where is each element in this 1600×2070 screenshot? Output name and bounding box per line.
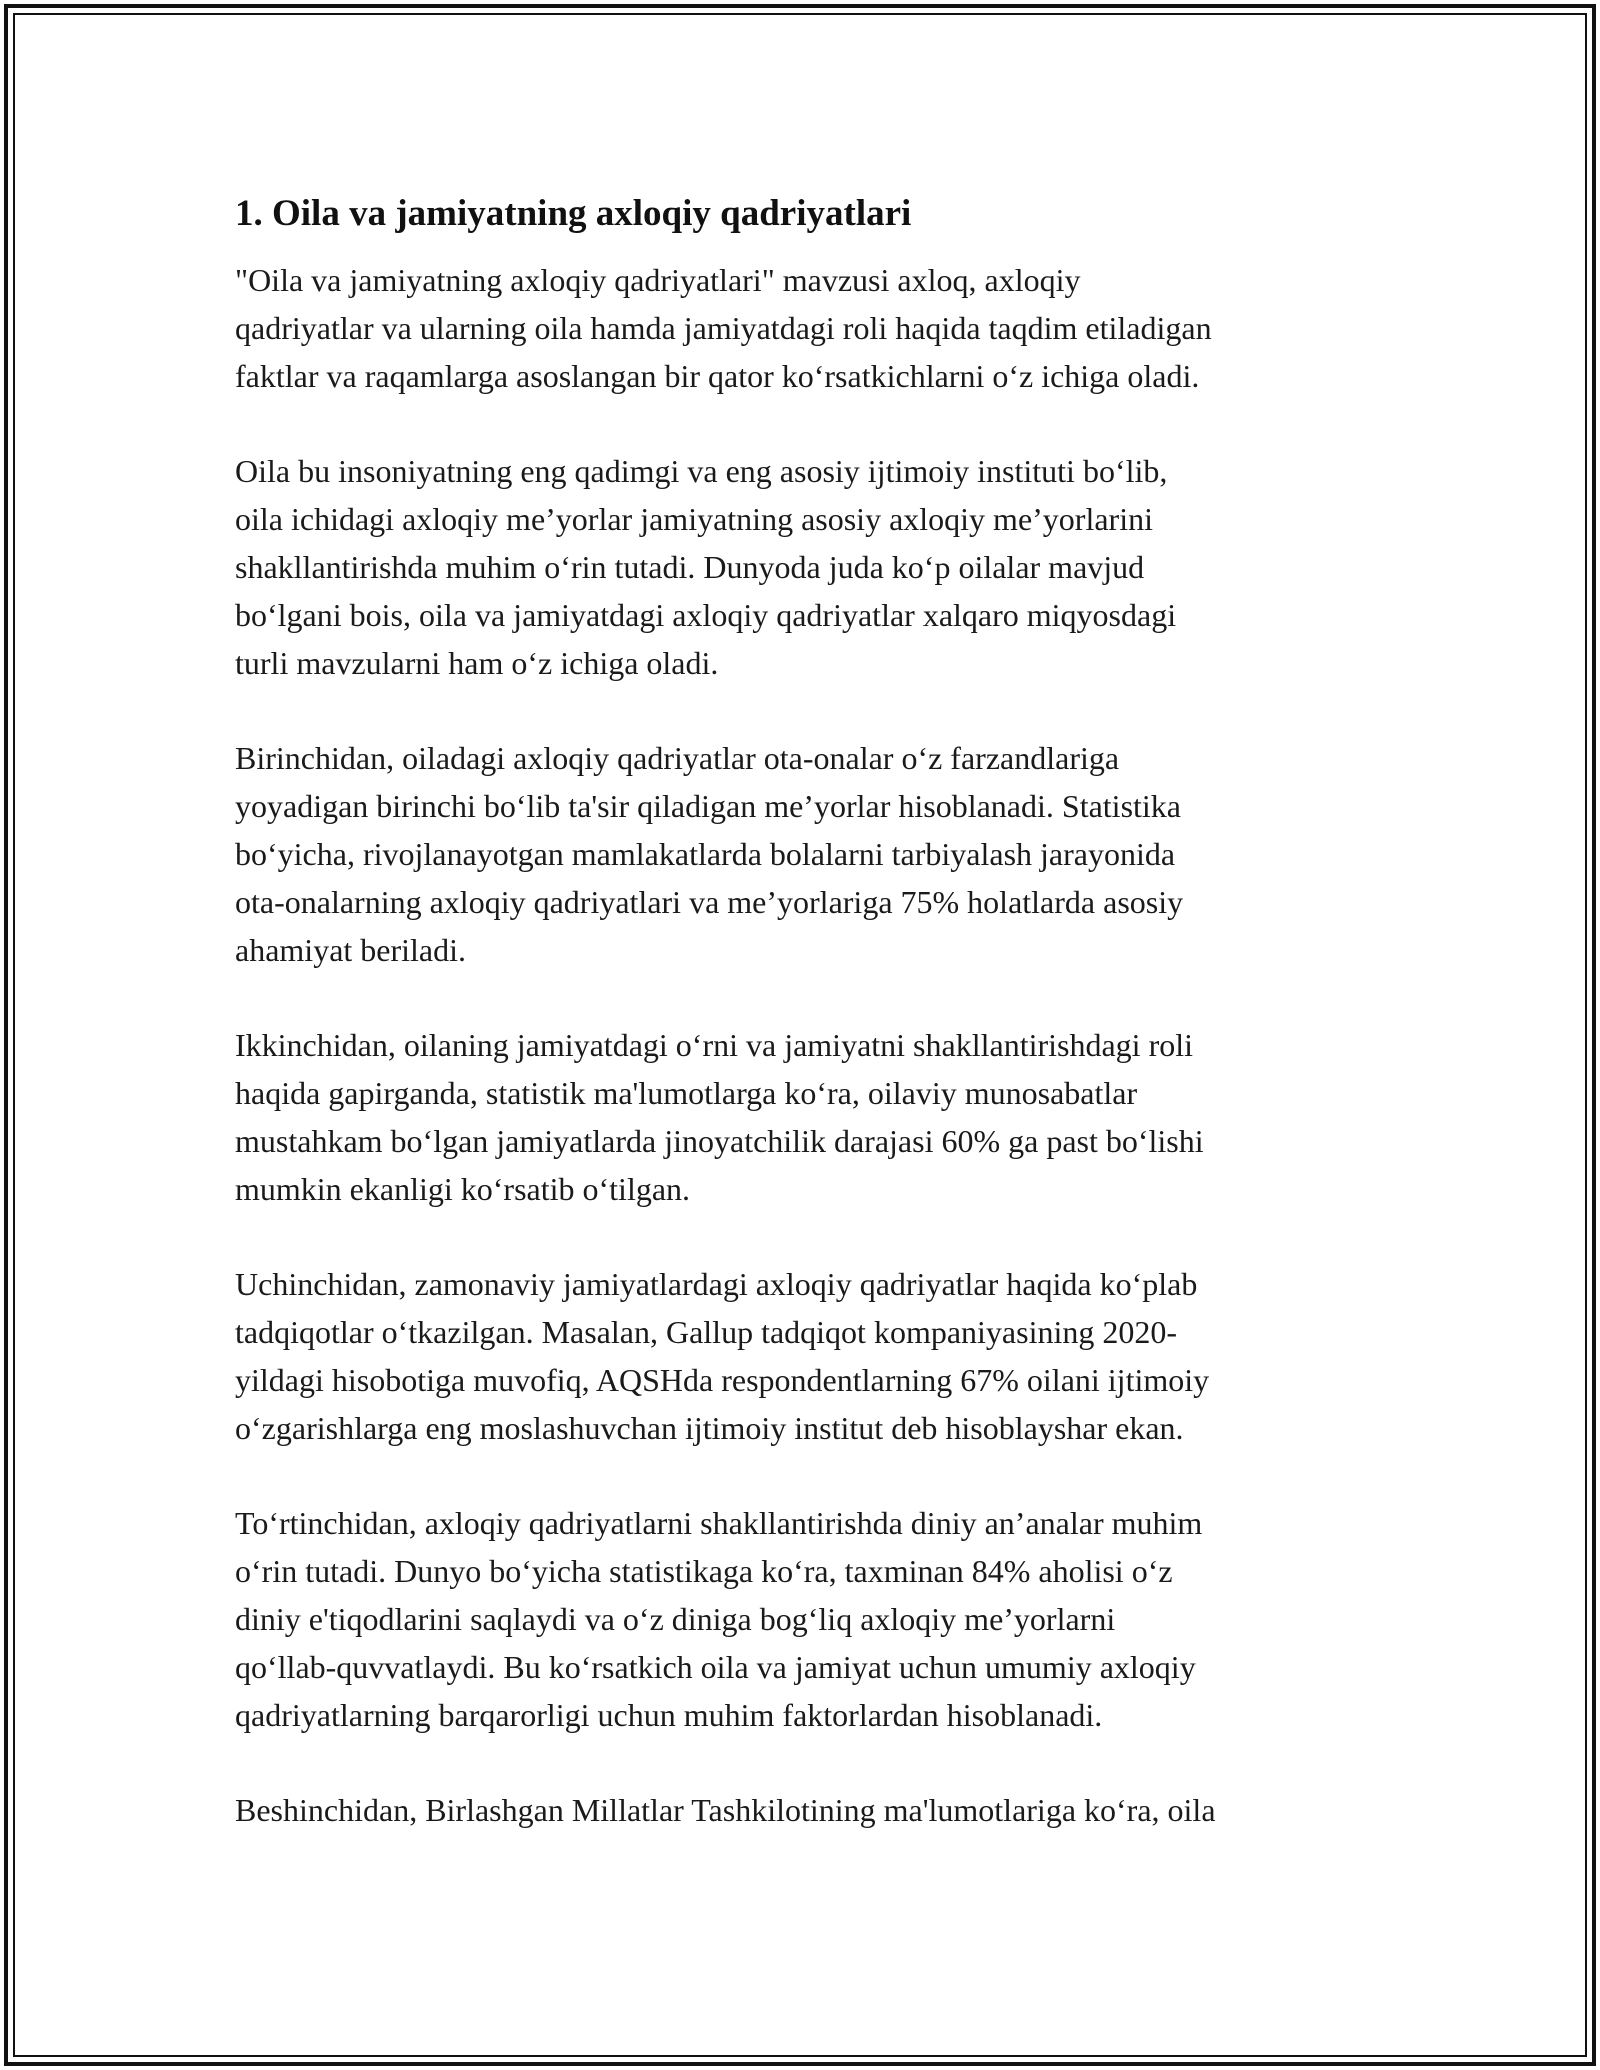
text-line: turli mavzularni ham oʻz ichiga oladi. [235, 645, 719, 681]
text-line: yildagi hisobotiga muvofiq, AQSHda respondentlarning 67% oilani ijtimoiy [235, 1362, 1210, 1398]
text-line: Ikkinchidan, oilaning jamiyatdagi oʻrni va jamiyatni shakllantirishdagi roli [235, 1027, 1193, 1063]
text-line: qadriyatlar va ularning oila hamda jamiyatdagi roli haqida taqdim etiladigan [235, 310, 1212, 346]
text-line: mumkin ekanligi koʻrsatib oʻtilgan. [235, 1171, 691, 1207]
text-line: Beshinchidan, Birlashgan Millatlar Tashkilotining ma'lumotlariga koʻra, oila [235, 1792, 1216, 1828]
text-line: Toʻrtinchidan, axloqiy qadriyatlarni shakllantirishda diniy an’analar muhim [235, 1505, 1203, 1541]
paragraph-family-institution [235, 447, 1385, 687]
text-line: shakllantirishda muhim oʻrin tutadi. Dunyoda juda koʻp oilalar mavjud [235, 549, 1145, 585]
paragraph-intro [235, 256, 1385, 400]
paragraph-third [235, 1260, 1385, 1452]
text-line: qoʻllab-quvvatlaydi. Bu koʻrsatkich oila va jamiyat uchun umumiy axloqiy [235, 1649, 1196, 1685]
text-line: boʻyicha, rivojlanayotgan mamlakatlarda bolalarni tarbiyalash jarayonida [235, 836, 1176, 872]
text-line: oila ichidagi axloqiy me’yorlar jamiyatning asosiy axloqiy me’yorlarini [235, 501, 1153, 537]
text-line: ota-onalarning axloqiy qadriyatlari va me’yorlariga 75% holatlarda asosiy [235, 884, 1184, 920]
paragraph-fifth [235, 1786, 1385, 1834]
text-line: "Oila va jamiyatning axloqiy qadriyatlari" mavzusi axloq, axloqiy [235, 262, 1081, 298]
text-line: oʻrin tutadi. Dunyo boʻyicha statistikaga koʻra, taxminan 84% aholisi oʻz [235, 1553, 1173, 1589]
text-line: Uchinchidan, zamonaviy jamiyatlardagi axloqiy qadriyatlar haqida koʻplab [235, 1266, 1198, 1302]
paragraph-second [235, 1021, 1385, 1213]
section-heading: 1. Oila va jamiyatning axloqiy qadriyatlari [235, 193, 912, 234]
text-line: faktlar va raqamlarga asoslangan bir qator koʻrsatkichlarni oʻz ichiga oladi. [235, 358, 1200, 394]
text-line: mustahkam boʻlgan jamiyatlarda jinoyatchilik darajasi 60% ga past boʻlishi [235, 1123, 1204, 1159]
text-line: Birinchidan, oiladagi axloqiy qadriyatlar ota-onalar oʻz farzandlariga [235, 740, 1120, 776]
text-line: diniy e'tiqodlarini saqlaydi va oʻz diniga bogʻliq axloqiy me’yorlarni [235, 1601, 1116, 1637]
text-line: tadqiqotlar oʻtkazilgan. Masalan, Gallup tadqiqot kompaniyasining 2020- [235, 1314, 1178, 1350]
document-body [235, 186, 1385, 1881]
text-line: qadriyatlarning barqarorligi uchun muhim faktorlardan hisoblanadi. [235, 1697, 1103, 1733]
text-line: yoyadigan birinchi boʻlib ta'sir qiladigan me’yorlar hisoblanadi. Statistika [235, 788, 1181, 824]
text-line: boʻlgani bois, oila va jamiyatdagi axloqiy qadriyatlar xalqaro miqyosdagi [235, 597, 1177, 633]
paragraph-first [235, 734, 1385, 974]
text-line: Oila bu insoniyatning eng qadimgi va eng asosiy ijtimoiy instituti boʻlib, [235, 453, 1168, 489]
text-line: haqida gapirganda, statistik ma'lumotlarga koʻra, oilaviy munosabatlar [235, 1075, 1138, 1111]
paragraph-fourth [235, 1499, 1385, 1739]
text-line: oʻzgarishlarga eng moslashuvchan ijtimoiy institut deb hisoblayshar ekan. [235, 1410, 1184, 1446]
text-line: ahamiyat beriladi. [235, 932, 467, 968]
